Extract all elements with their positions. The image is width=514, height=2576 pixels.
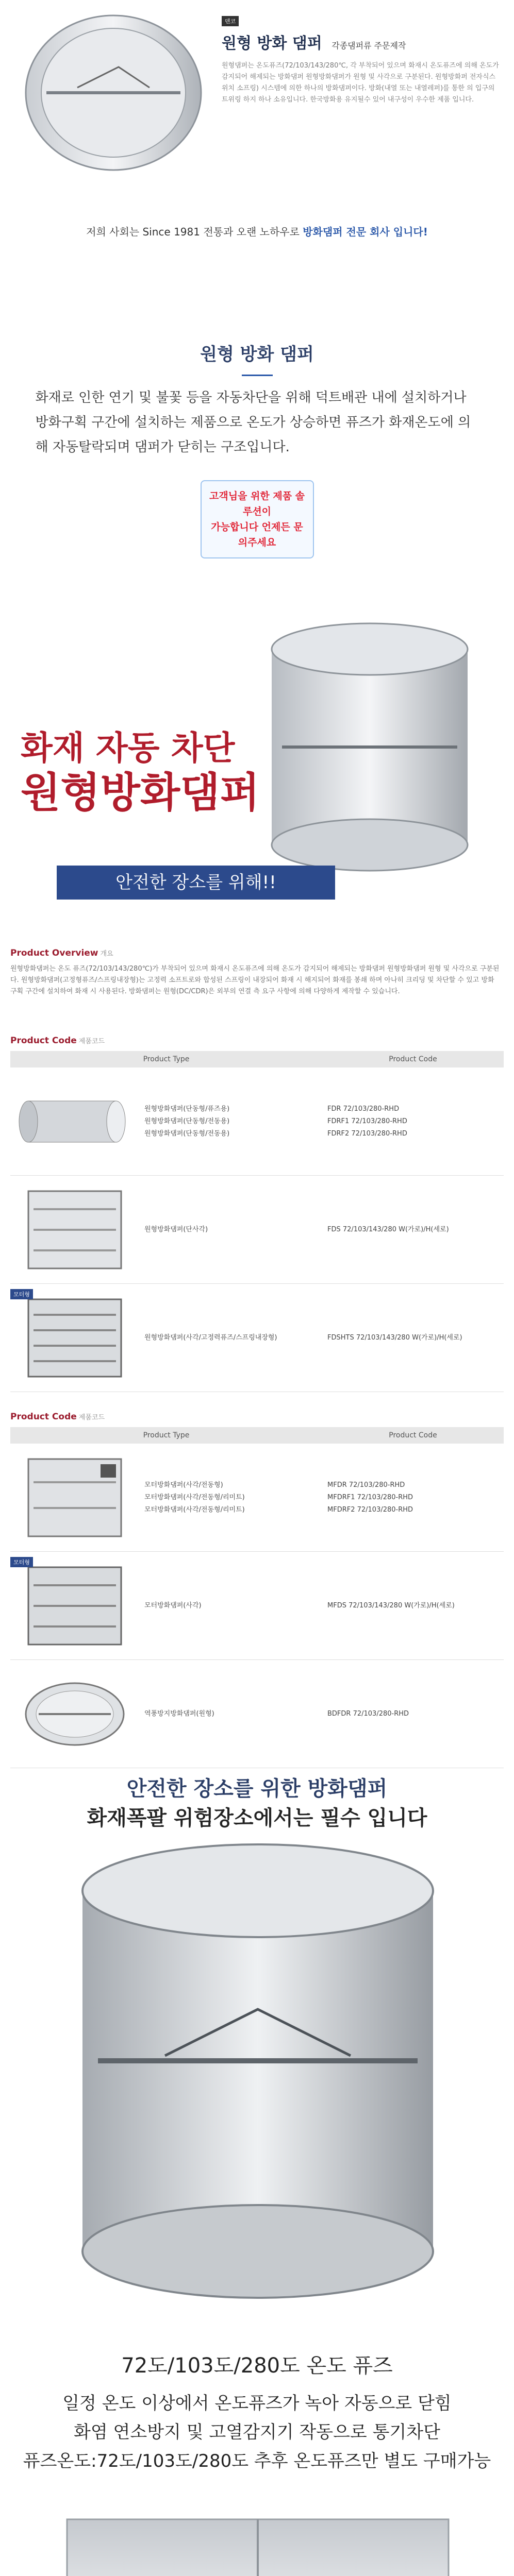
- hero-title: 원형 방화 댐퍼 각종댐퍼류 주문제작: [222, 35, 406, 53]
- banner-tagline: 안전한 장소를 위해!!: [57, 866, 335, 900]
- table-row: 원형방화댐퍼(단사각) FDS 72/103/143/280 W(가로)/H(세로): [10, 1176, 504, 1284]
- table-row: 모터방화댐퍼(사각/전동형) 모터방화댐퍼(사각/전동형/리미트) 모터방화댐퍼(사각/전동형/리미트) MFDR 72/103/280-RHD MFDRF1 72/103/280-RHD MFDRF2 72/103/280-RHD: [10, 1444, 504, 1552]
- company-slogan: 저희 사회는 Since 1981 전통과 오랜 노하우로 방화댐퍼 전문 회사 입니다!: [86, 226, 428, 238]
- table-row: 모터형 원형방화댐퍼(사각/고정력퓨즈/스프링내장형) FDSHTS 72/103/143/280 W(가로)/H(세로): [10, 1284, 504, 1392]
- product-code-table-1: Product Type Product Code 원형방화댐퍼(단동형/퓨즈용) 원형방화댐퍼(단동형/전동용) 원형방화댐퍼(단동형/전동용) FDR 72/103/280-RHD FDRF1 72/103/280-RHD FDRF2 72/103/280-RHD 원형방화댐퍼(단사각) FDS 72/103/143/280 W(가로)/H(세로) 모터형 원형방화댐퍼(사각/고정력퓨즈/스프링내장형) FDSHTS 72/103/143/280 W(가로)/H(세로): [10, 1051, 504, 1392]
- product-tag: 모터형: [10, 1289, 33, 1299]
- product-code-header-2: Product Code 제품코드: [10, 1412, 105, 1422]
- fuse-section: 72도/103도/280도 온도 퓨즈 일정 온도 이상에서 온도퓨즈가 녹아 자동으로 닫힘 화염 연소방지 및 고열감지기 작동으로 통기차단 퓨즈온도:72도/103도/280도 추후 온도퓨즈만 별도 구매가능: [0, 2349, 514, 2476]
- damper-side-view-image: [0, 2499, 514, 2576]
- fuse-title: 72도/103도/280도 온도 퓨즈: [121, 2354, 393, 2378]
- square-damper-image: [23, 1186, 126, 1274]
- banner-title: 화재 자동 차단 원형방화댐퍼: [21, 730, 260, 817]
- table-row: 모터형 모터방화댐퍼(사각) MFDS 72/103/143/280 W(가로)/H(세로): [10, 1552, 504, 1660]
- hero-description: 원형댐퍼는 온도퓨즈(72/103/143/280℃, 각 부착되어 있으며 화재시 온도퓨즈에 의해 온도가 감지되어 해제되는 방화댐퍼 원형방화댐퍼가 원형 및 사각으로 구분된다. 원형방화퍼 전자식스위치 소프링) 시스템에 의한 하나의 방화댐퍼이다. 방화(내열 또는 내열레퍼)를 통한 의 입구의 트위링 하지 하나 소유입니다. 한국방화용 유지될수 있어 내구성이 우수한 제품 입니다.: [222, 62, 499, 104]
- round-damper-banner-image: [236, 618, 504, 876]
- table-row: 원형방화댐퍼(단동형/퓨즈용) 원형방화댐퍼(단동형/전동용) 원형방화댐퍼(단동형/전동용) FDR 72/103/280-RHD FDRF1 72/103/280-RHD FDRF2 72/103/280-RHD: [10, 1067, 504, 1176]
- square-damper-image: [23, 1294, 126, 1382]
- intro-title: 원형 방화 댐퍼: [200, 344, 314, 365]
- motor-damper-image: [23, 1562, 126, 1650]
- safety-heading: 안전한 장소를 위한 방화댐퍼 화재폭팔 위험장소에서는 필수 입니다: [87, 1777, 427, 1830]
- product-code-header-1: Product Code 제품코드: [10, 1036, 105, 1046]
- overview-text: 원형방화댐퍼는 온도 퓨즈(72/103/143/280℃)가 부착되어 있으며 화재시 온도퓨즈에 의해 온도가 감지되어 해제되는 방화댐퍼 원형방화댐퍼 원형 및 사각으로 구분된다. 원형방화댐퍼(고정형퓨즈/스프링내장형)는 고정력 소프트로와 합성된 스프링이 내장되어 화재 시 해지되어 화재를 봉쇄 하며 아나히 크리딩 및 차단할 수 있고 방화구획 구간에 설치하여 화재 시 사용된다. 방화댐퍼는 원형(DC/CDR)은 외부의 연결 측 요구 사항에 의해 다양하게 제작할 수 있습니다.: [10, 965, 500, 995]
- product-tag: 모터형: [10, 1557, 33, 1567]
- round-damper-image: [18, 1091, 131, 1153]
- motor-damper-image: [23, 1454, 126, 1541]
- round-damper-hero-image: [15, 10, 211, 175]
- product-code-table-2: Product Type Product Code 모터방화댐퍼(사각/전동형) 모터방화댐퍼(사각/전동형/리미트) 모터방화댐퍼(사각/전동형/리미트) MFDR 72/103/280-RHD MFDRF1 72/103/280-RHD MFDRF2 72/103/280-RHD 모터형 모터방화댐퍼(사각) MFDS 72/103/143/280 W(가로)/H(세로) 역풍방지방화댐퍼(원형) BDFDR 72/103/280-RHD: [10, 1427, 504, 1768]
- intro-section: [0, 319, 514, 608]
- damper-interior-image: [62, 1839, 454, 2303]
- contact-callout: 고객님을 위한 제품 솔루션이 가능합니다 언제든 문의주세요: [201, 480, 314, 558]
- brand-badge: 덴코: [222, 16, 239, 26]
- title-underline: [242, 375, 273, 376]
- intro-description: 화재로 인한 연기 및 불꽃 등을 자동차단을 위해 덕트배관 내에 설치하거나 방화구획 구간에 설치하는 제품으로 온도가 상승하면 퓨즈가 화재온도에 의해 자동탈락되며 댐퍼가 닫히는 구조입니다.: [35, 390, 471, 455]
- hero-subtitle: 각종댐퍼류 주문제작: [331, 41, 406, 50]
- table-row: 역풍방지방화댐퍼(원형) BDFDR 72/103/280-RHD: [10, 1660, 504, 1768]
- feature-banner: [0, 608, 514, 927]
- fuse-note: 퓨즈온도:72도/103도/280도 추후 온도퓨즈만 별도 구매가능: [23, 2451, 491, 2471]
- backdraft-damper-image: [18, 1678, 131, 1750]
- overview-header: Product Overview 개요: [10, 948, 113, 958]
